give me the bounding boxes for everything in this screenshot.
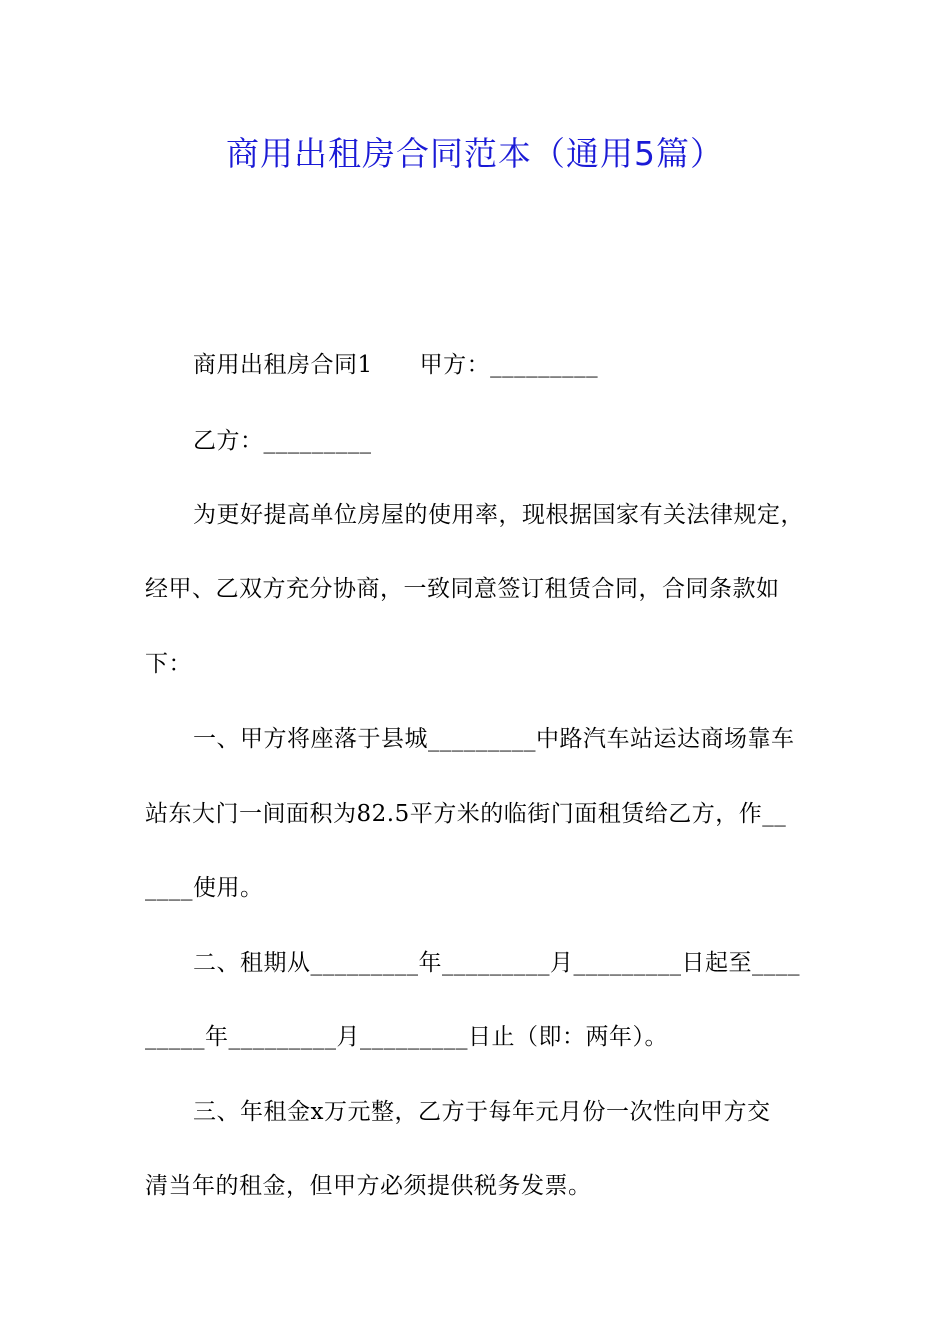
- clause-3-line: 清当年的租金，但甲方必须提供税务发票。: [145, 1173, 592, 1199]
- clause-2-line: _____年_________月_________日止（即：两年）。: [145, 1024, 668, 1050]
- contract-heading-party-a: 商用出租房合同1 甲方：_________: [193, 352, 599, 378]
- paragraph-line: 为更好提高单位房屋的使用率，现根据国家有关法律规定，: [193, 502, 804, 528]
- clause-1-line: 一、甲方将座落于县城_________中路汽车站运达商场靠车: [193, 726, 795, 752]
- party-b-line: 乙方：_________: [193, 428, 372, 454]
- clause-3-line: 三、年租金x万元整，乙方于每年元月份一次性向甲方交: [193, 1099, 771, 1125]
- clause-1-line: 站东大门一间面积为82.5平方米的临街门面租赁给乙方，作__: [145, 801, 787, 827]
- clause-1-line: ____使用。: [145, 875, 264, 901]
- paragraph-line: 经甲、乙双方充分协商，一致同意签订租赁合同，合同条款如: [145, 576, 780, 602]
- clause-2-line: 二、租期从_________年_________月_________日起至____: [193, 950, 800, 976]
- paragraph-line: 下：: [145, 651, 192, 677]
- document-title: 商用出租房合同范本（通用5篇）: [226, 134, 724, 173]
